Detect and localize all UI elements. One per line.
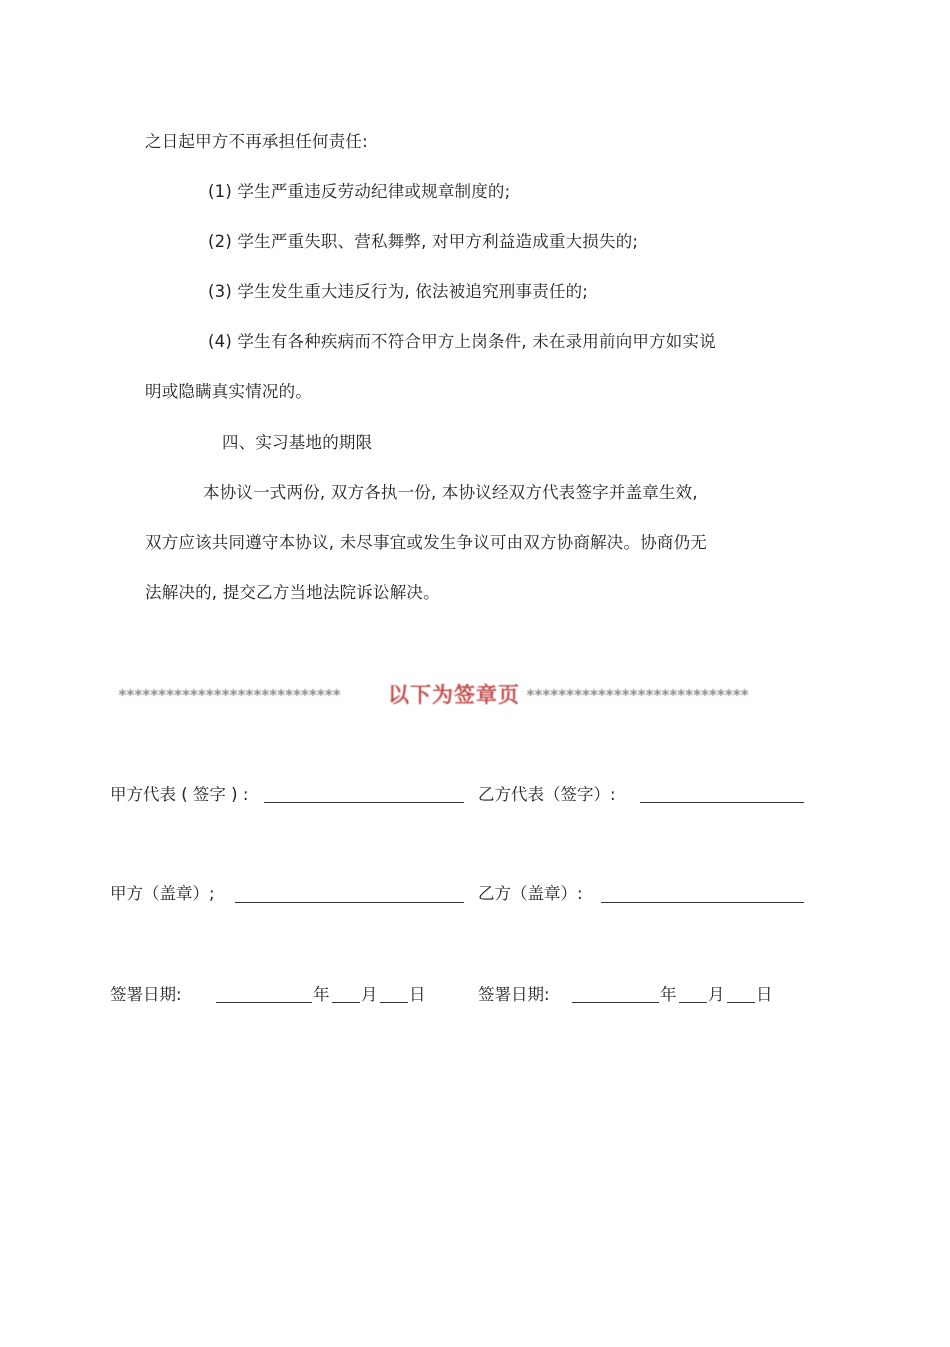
clause-item-1: (1) 学生严重违反劳动纪律或规章制度的; [208,182,511,201]
date-b-year-line[interactable] [572,1002,659,1003]
party-b-rep-signature-line[interactable] [640,802,804,803]
date-a-month-label: 月 [361,985,378,1004]
date-a-year-line[interactable] [216,1002,312,1003]
party-a-seal-line[interactable] [235,902,464,903]
party-b-rep-label: 乙方代表（签字）: [478,785,616,804]
section-heading: 四、实习基地的期限 [222,433,373,452]
divider-title: 以下为签章页 [388,683,520,707]
body-line-1: 之日起甲方不再承担任何责任: [145,132,368,151]
party-b-seal-label: 乙方（盖章）: [478,884,583,903]
party-a-seal-label: 甲方（盖章）; [110,884,215,903]
party-a-rep-label: 甲方代表 ( 签字 ) : [110,785,249,804]
party-a-rep-signature-line[interactable] [264,802,464,803]
clause-item-3: (3) 学生发生重大违反行为, 依法被追究刑事责任的; [208,282,589,301]
body-paragraph-line-2: 双方应该共同遵守本协议, 未尽事宜或发生争议可由双方协商解决。协商仍无 [145,533,707,552]
date-a-day-line[interactable] [380,1002,408,1003]
date-a-day-label: 日 [409,985,426,1004]
signature-page-divider [118,680,782,710]
clause-item-2: (2) 学生严重失职、营私舞弊, 对甲方利益造成重大损失的; [208,232,639,251]
date-b-month-line[interactable] [679,1002,707,1003]
body-paragraph-line-1: 本协议一式两份, 双方各执一份, 本协议经双方代表签字并盖章生效, [203,483,698,502]
date-a-year-label: 年 [313,985,330,1004]
clause-item-4-continued: 明或隐瞒真实情况的。 [145,382,312,401]
date-b-day-label: 日 [756,985,773,1004]
body-paragraph-line-3: 法解决的, 提交乙方当地法院诉讼解决。 [145,583,440,602]
date-b-year-label: 年 [660,985,677,1004]
divider-stars-left: **************************** [118,686,341,704]
party-b-seal-line[interactable] [601,902,804,903]
date-label-a: 签署日期: [110,985,182,1004]
date-a-month-line[interactable] [332,1002,360,1003]
date-b-month-label: 月 [708,985,725,1004]
clause-item-4: (4) 学生有各种疾病而不符合甲方上岗条件, 未在录用前向甲方如实说 [208,332,716,351]
date-b-day-line[interactable] [727,1002,755,1003]
date-label-b: 签署日期: [478,985,550,1004]
divider-stars-right: **************************** [526,686,749,704]
